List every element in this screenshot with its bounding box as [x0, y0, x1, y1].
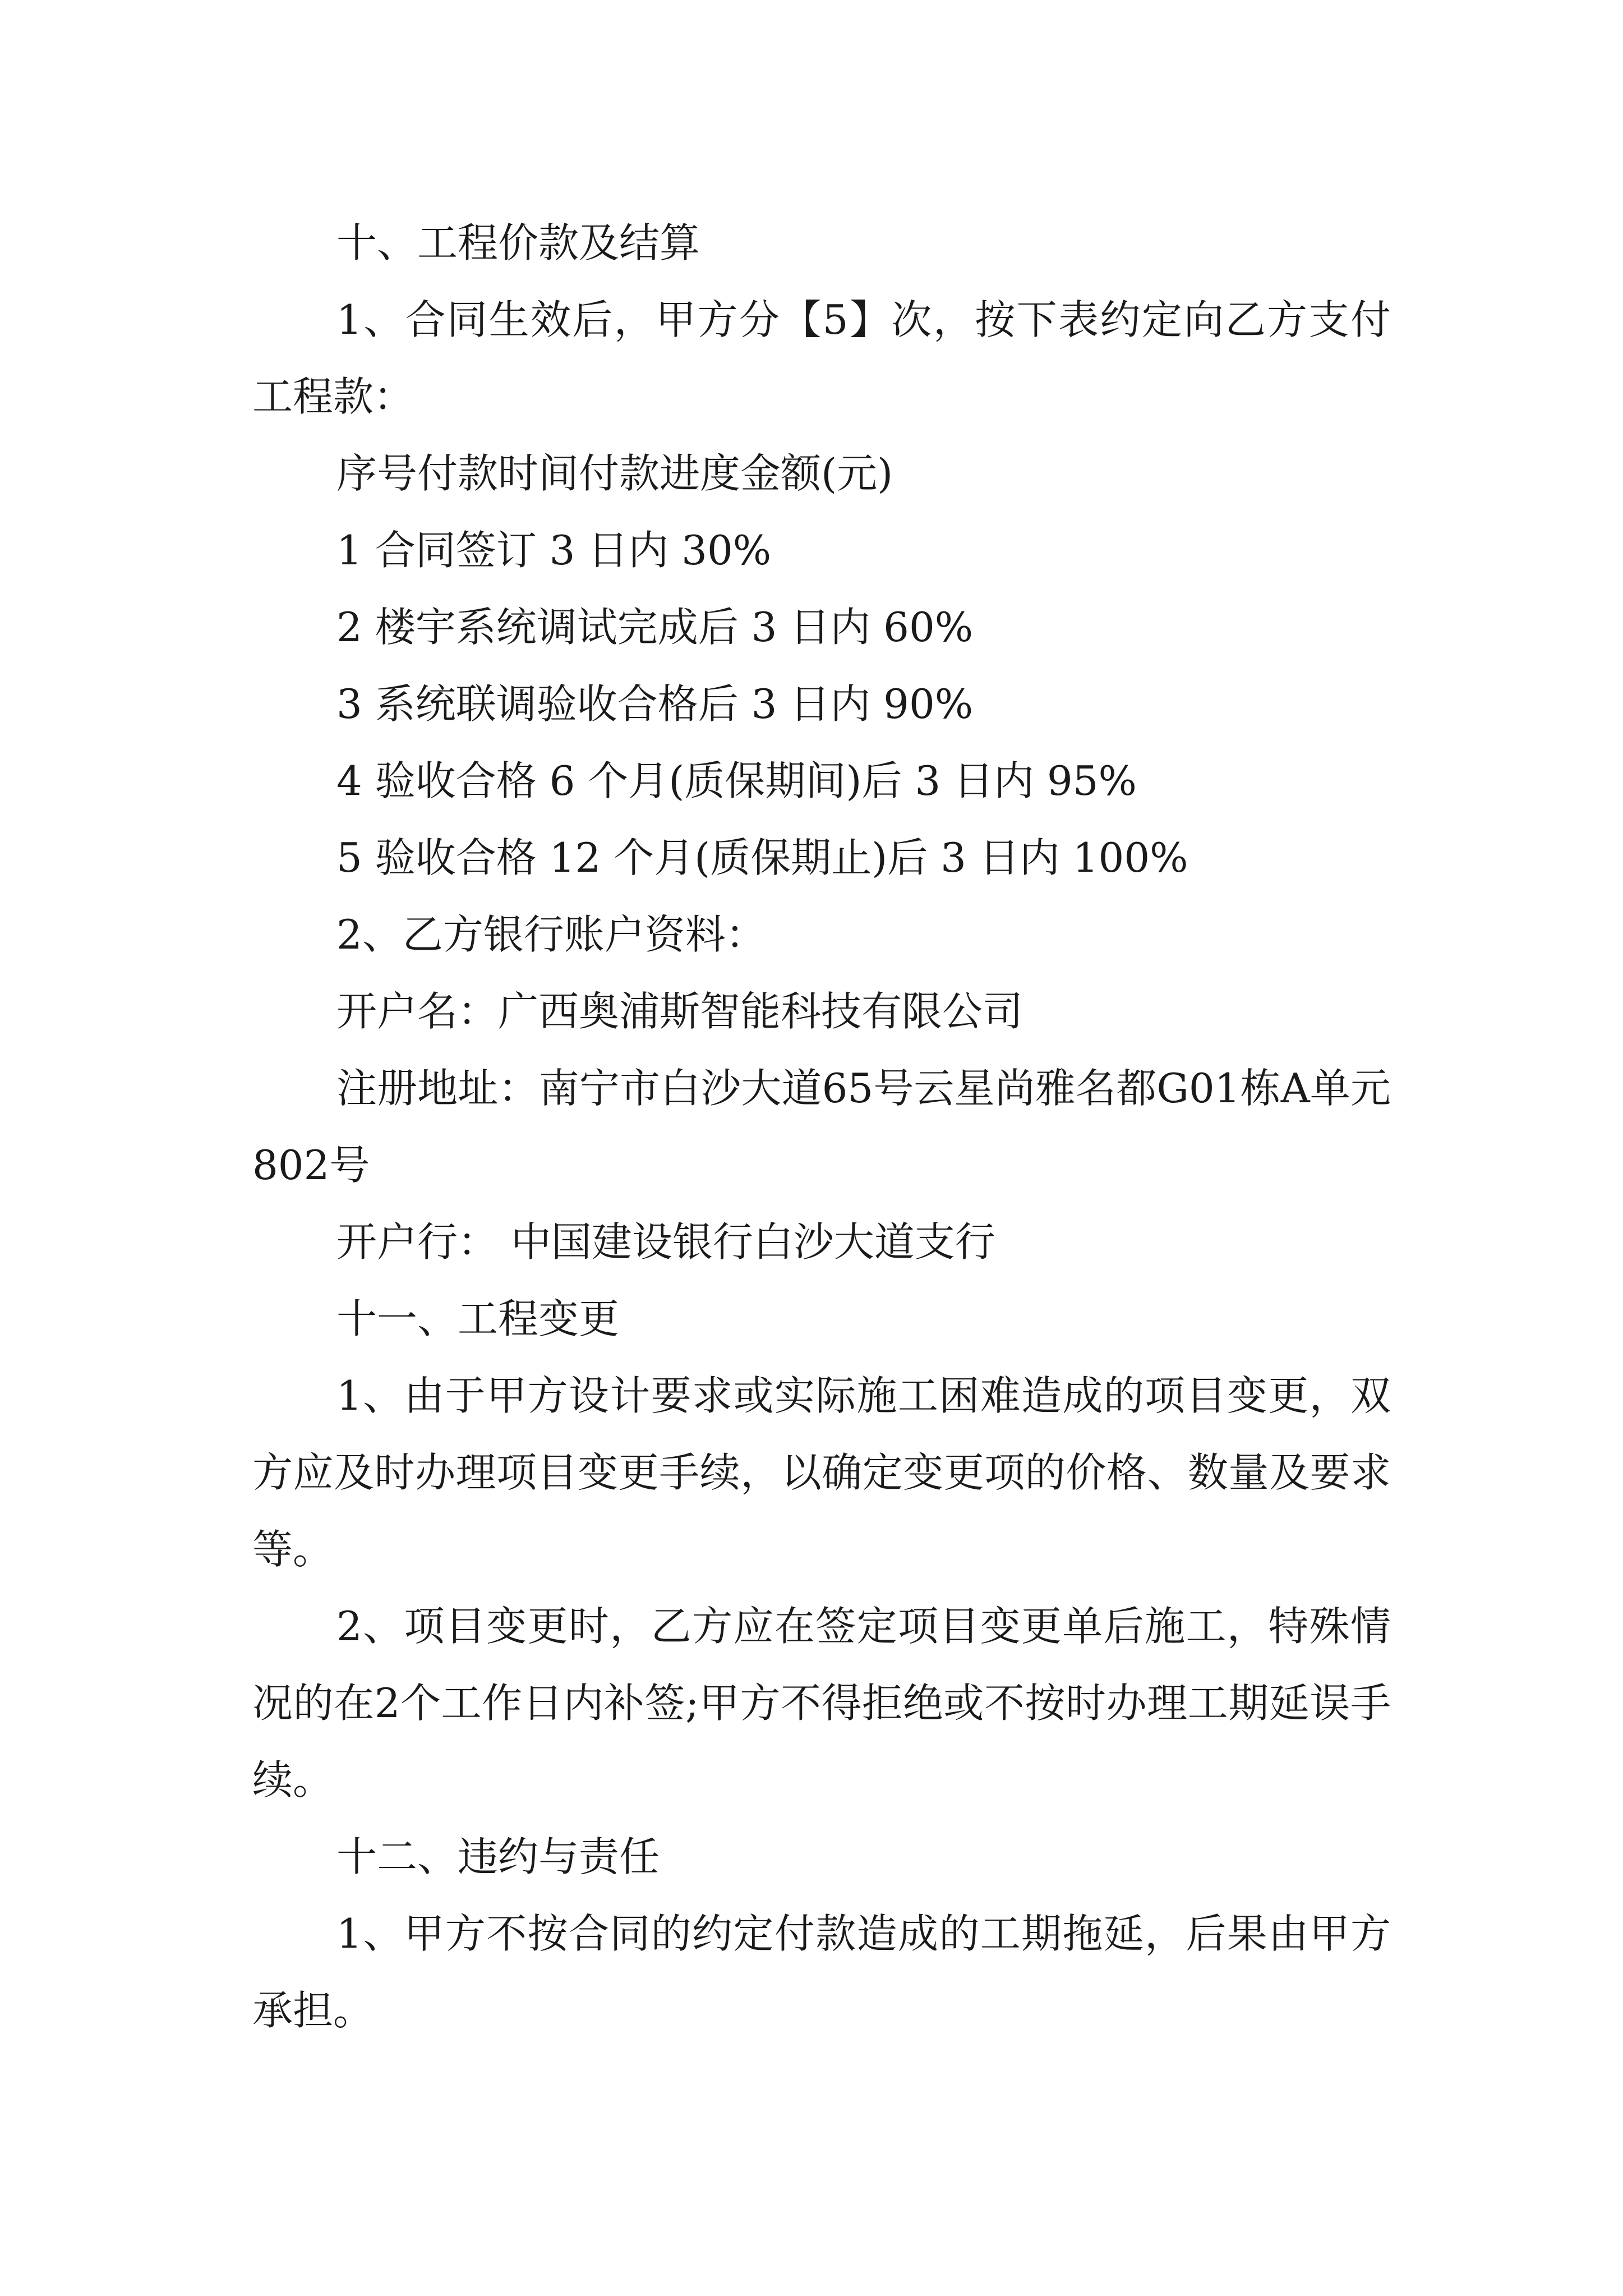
account-name: 开户名：广西奥浦斯智能科技有限公司: [336, 988, 1023, 1035]
payment-row-4: 4 验收合格 6 个月(质保期间)后 3 日内 95%: [336, 757, 1137, 804]
document-body: [252, 205, 1391, 2049]
payment-row-5: 5 验收合格 12 个月(质保期止)后 3 日内 100%: [336, 834, 1188, 881]
section-12-paragraph-1: 1、甲方不按合同的约定付款造成的工期拖延，后果由甲方承担。: [252, 1910, 1391, 2034]
payment-row-3: 3 系统联调验收合格后 3 日内 90%: [336, 680, 974, 728]
section-10-paragraph-2: 2、乙方银行账户资料：: [336, 911, 766, 958]
payment-table-header: 序号付款时间付款进度金额(元): [336, 450, 893, 497]
section-11-paragraph-2: 2、项目变更时，乙方应在签定项目变更单后施工，特殊情况的在2个工作日内补签;甲方不得拒绝或不按时办理工期延误手续。: [252, 1603, 1391, 1803]
section-11-paragraph-1: 1、由于甲方设计要求或实际施工困难造成的项目变更，双方应及时办理项目变更手续，以确定变更项的价格、数量及要求等。: [252, 1372, 1391, 1573]
registered-address: 注册地址：南宁市白沙大道65号云星尚雅名都G01栋A单元802号: [252, 1065, 1391, 1189]
payment-row-2: 2 楼宇系统调试完成后 3 日内 60%: [336, 604, 974, 651]
section-11-title: 十一、工程变更: [336, 1295, 620, 1342]
bank-name: 开户行： 中国建设银行白沙大道支行: [336, 1218, 995, 1266]
section-10-title: 十、工程价款及结算: [336, 219, 700, 266]
payment-row-1: 1 合同签订 3 日内 30%: [336, 527, 772, 574]
section-10-paragraph-1: 1、合同生效后，甲方分【5】次，按下表约定向乙方支付工程款：: [252, 296, 1391, 420]
section-12-title: 十二、违约与责任: [336, 1833, 660, 1880]
